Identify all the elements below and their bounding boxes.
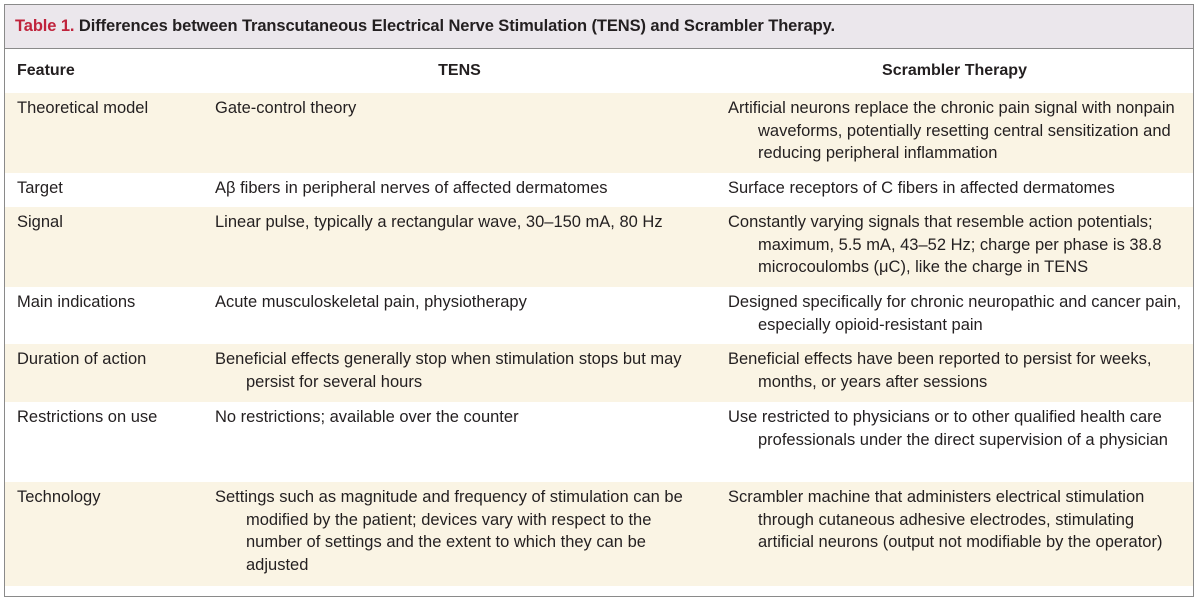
feature-cell: Signal bbox=[5, 207, 203, 287]
table-row bbox=[5, 207, 1193, 287]
feature-cell: Main indications bbox=[17, 293, 136, 311]
scrambler-cell: Use restricted to physicians or to other qualified health care professionals under the direct supervision of a physician bbox=[728, 408, 1168, 449]
feature-cell: Duration of action bbox=[5, 344, 203, 402]
tens-cell: No restrictions; available over the counter bbox=[215, 408, 519, 426]
header-row bbox=[5, 49, 1193, 93]
feature-cell: Technology bbox=[5, 482, 203, 586]
table-caption bbox=[5, 5, 1193, 49]
scrambler-cell: Beneficial effects have been reported to persist for weeks, months, or years after sessions bbox=[728, 350, 1152, 391]
feature-cell: Target bbox=[17, 179, 63, 197]
tens-cell: Linear pulse, typically a rectangular wave, 30–150 mA, 80 Hz bbox=[215, 213, 663, 231]
scrambler-cell: Scrambler machine that administers electrical stimulation through cutaneous adhesive electrodes, stimulating artificial neurons (output not modifiable by the operator) bbox=[728, 488, 1163, 551]
table-row bbox=[5, 93, 1193, 173]
tens-cell: Gate-control theory bbox=[215, 99, 357, 117]
table-row bbox=[5, 482, 1193, 586]
table-row bbox=[5, 344, 1193, 402]
feature-cell: Restrictions on use bbox=[17, 408, 158, 426]
tens-cell: Aβ fibers in peripheral nerves of affected dermatomes bbox=[215, 179, 608, 197]
scrambler-cell: Surface receptors of C fibers in affected dermatomes bbox=[728, 179, 1115, 197]
tens-cell: Acute musculoskeletal pain, physiotherapy bbox=[215, 293, 527, 311]
scrambler-cell: Constantly varying signals that resemble action potentials; maximum, 5.5 mA, 43–52 Hz; charge per phase is 38.8 microcoulombs (μC), like the charge in TENS bbox=[728, 213, 1162, 276]
table-title: Differences between Transcutaneous Electrical Nerve Stimulation (TENS) and Scrambler Therapy. bbox=[78, 17, 835, 35]
header-tens: TENS bbox=[438, 61, 481, 79]
header-feature: Feature bbox=[17, 61, 75, 79]
table-row bbox=[5, 287, 1193, 344]
tens-cell: Beneficial effects generally stop when stimulation stops but may persist for several hours bbox=[215, 350, 682, 391]
table-number: Table 1. bbox=[15, 17, 75, 35]
table-row bbox=[5, 173, 1193, 207]
tens-cell: Settings such as magnitude and frequency of stimulation can be modified by the patient; devices vary with respect to the number of settings and the extent to which they can be adjusted bbox=[215, 488, 683, 574]
table-frame bbox=[4, 4, 1194, 597]
feature-cell: Theoretical model bbox=[5, 93, 203, 173]
comparison-table bbox=[5, 49, 1193, 586]
scrambler-cell: Artificial neurons replace the chronic pain signal with nonpain waveforms, potentially resetting central sensitization and reducing peripheral inflammation bbox=[728, 99, 1175, 162]
table-row bbox=[5, 402, 1193, 482]
header-scrambler: Scrambler Therapy bbox=[882, 61, 1027, 79]
scrambler-cell: Designed specifically for chronic neuropathic and cancer pain, especially opioid-resistant pain bbox=[728, 293, 1182, 334]
